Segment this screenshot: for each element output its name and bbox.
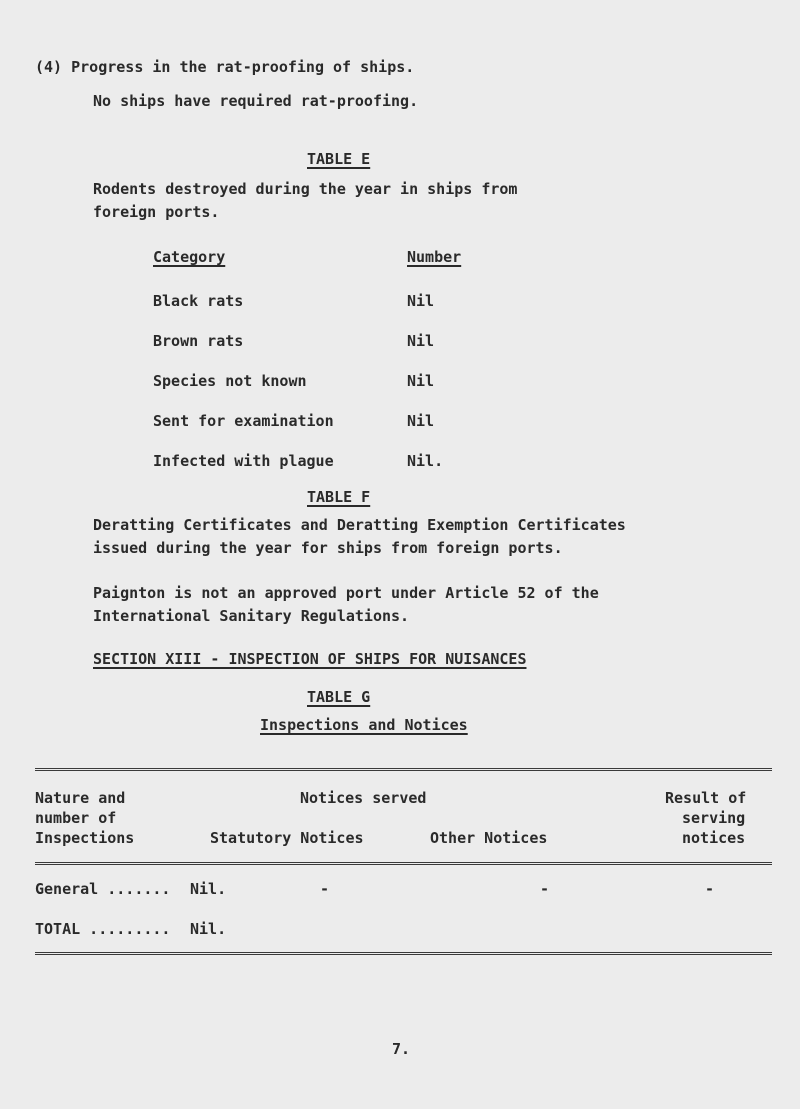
table-g-header-rule: [35, 862, 772, 868]
table-e-row-category: Species not known: [153, 372, 307, 390]
table-g-header-result-line3: notices: [682, 829, 746, 847]
section-4-text: No ships have required rat-proofing.: [93, 92, 419, 110]
section-13-heading: SECTION XIII - INSPECTION OF SHIPS FOR NUISANCES: [93, 650, 527, 668]
table-f-note-line1: Paignton is not an approved port under Article 52 of the: [93, 584, 599, 602]
table-g-row-label: General .......: [35, 880, 171, 898]
table-e-row-category: Sent for examination: [153, 412, 334, 430]
table-e-row-number: Nil: [407, 332, 435, 350]
table-g-row-result: -: [705, 880, 715, 898]
table-g-row-statutory: -: [320, 880, 330, 898]
table-e-row-number: Nil: [407, 292, 435, 310]
table-e-row-number: Nil: [407, 372, 435, 390]
table-e-caption-line2: foreign ports.: [93, 203, 220, 221]
table-e-col-category: Category: [153, 248, 226, 266]
table-g-row-other: -: [540, 880, 550, 898]
table-e-row-category: Brown rats: [153, 332, 244, 350]
table-e-row-category: Black rats: [153, 292, 244, 310]
page-number: 7.: [392, 1040, 411, 1058]
table-g-header-nature-line2: number of: [35, 809, 117, 827]
table-g-subtitle: Inspections and Notices: [260, 716, 468, 734]
table-e-row-number: Nil: [407, 412, 435, 430]
table-g-top-rule: [35, 768, 772, 774]
table-g-row-value: Nil.: [190, 920, 227, 938]
table-e-row-number: Nil.: [407, 452, 444, 470]
table-g-row-label: TOTAL .........: [35, 920, 171, 938]
table-g-header-result-line2: serving: [682, 809, 746, 827]
table-f-note-line2: International Sanitary Regulations.: [93, 607, 410, 625]
table-e-row-category: Infected with plague: [153, 452, 334, 470]
table-g-header-nature-line3: Inspections: [35, 829, 135, 847]
table-g-title: TABLE G: [307, 688, 371, 706]
table-g-bottom-rule: [35, 952, 772, 958]
table-g-header-statutory: Statutory Notices: [210, 829, 364, 847]
table-g-header-result-line1: Result of: [665, 789, 747, 807]
table-f-caption-line2: issued during the year for ships from foreign ports.: [93, 539, 563, 557]
table-g-header-notices-served: Notices served: [300, 789, 427, 807]
table-g-header-nature-line1: Nature and: [35, 789, 126, 807]
table-g-header-other: Other Notices: [430, 829, 548, 847]
section-4-heading: (4) Progress in the rat-proofing of ships.: [35, 58, 415, 76]
table-f-title: TABLE F: [307, 488, 371, 506]
table-e-title: TABLE E: [307, 150, 371, 168]
table-f-caption-line1: Deratting Certificates and Deratting Exemption Certificates: [93, 516, 626, 534]
table-e-col-number: Number: [407, 248, 462, 266]
table-e-caption-line1: Rodents destroyed during the year in ships from: [93, 180, 518, 198]
table-g-row-value: Nil.: [190, 880, 227, 898]
